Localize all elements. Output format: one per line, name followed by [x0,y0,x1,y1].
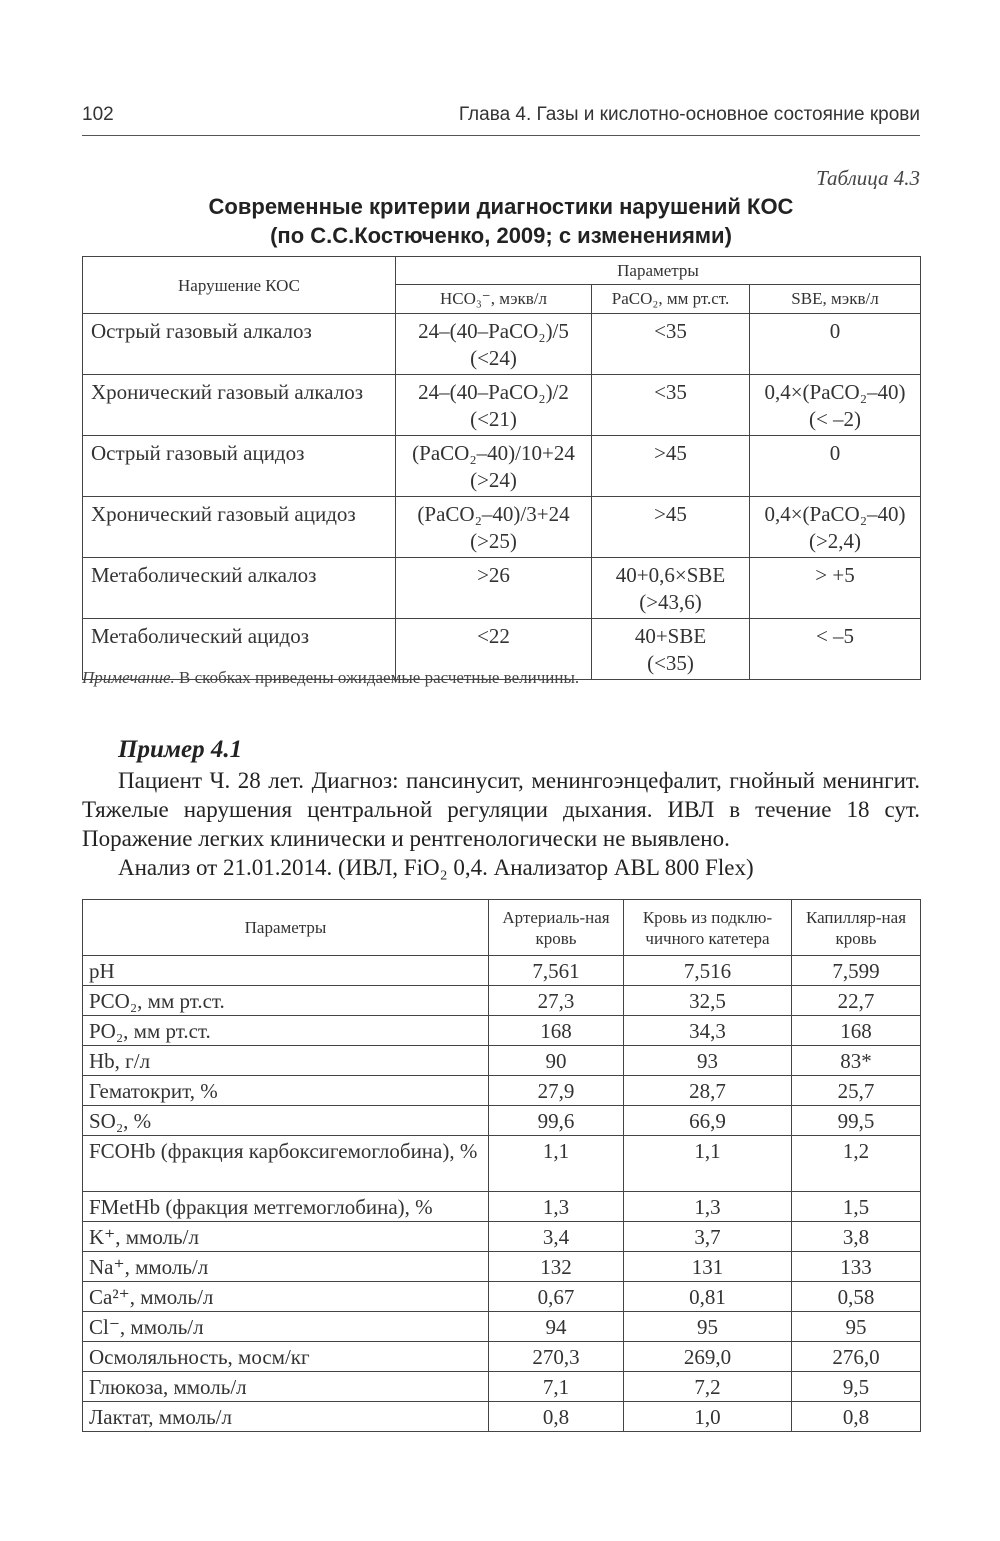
sbe-expected: (< –2) [808,407,862,431]
hco3-cell [396,436,592,497]
header-catheter: Кровь из подклю-чичного катетера [624,900,792,956]
example-paragraph: Пациент Ч. 28 лет. Диагноз: пансинусит, менингоэнцефалит, гнойный менингит. Тяжелые нарушения центральной регуляции дыхания. ИВЛ в течение 18 сут. Поражение легких клинически и рентгенологически не выявлено. [82,768,920,851]
table-title [82,192,920,250]
criteria-table [82,256,921,680]
paco2-cell [592,314,750,375]
sbe-expected: (>2,4) [808,529,862,553]
header-capillary: Капилляр-ная кровь [792,900,921,956]
table-label: Таблица 4.3 [816,166,920,190]
paco2-formula: 40+0,6×SBE [615,563,726,587]
parameter-name: Гематокрит, % [83,1076,489,1106]
catheter-value: 28,7 [624,1076,792,1106]
table-row [83,1342,921,1372]
table-row [83,1252,921,1282]
header-disorder: Нарушение КОС [83,257,396,314]
capillary-value: 1,2 [792,1136,921,1192]
table-row [83,1046,921,1076]
example-title: Пример 4.1 [118,736,243,763]
parameter-name: Hb, г/л [83,1046,489,1076]
table-row [83,436,921,497]
disorder-name: Острый газовый алкалоз [83,314,396,375]
catheter-value: 1,1 [624,1136,792,1192]
hco3-formula: <22 [477,624,510,648]
parameter-name: Лактат, ммоль/л [83,1402,489,1432]
disorder-name: Острый газовый ацидоз [83,436,396,497]
catheter-value: 3,7 [624,1222,792,1252]
arterial-value: 7,1 [489,1372,624,1402]
hco3-cell [396,497,592,558]
paco2-expected: (<35) [647,651,694,675]
sbe-formula: < –5 [815,624,855,648]
parameter-name: pH [83,956,489,986]
paco2-formula: <35 [654,319,687,343]
arterial-value: 270,3 [489,1342,624,1372]
parameter-name: FCOHb (фракция карбоксигемоглобина), % [83,1136,489,1192]
hco3-formula: >26 [477,563,510,587]
parameter-name: Осмоляльность, мосм/кг [83,1342,489,1372]
arterial-value: 168 [489,1016,624,1046]
parameter-name: PCO₂, мм рт.ст. [83,986,489,1016]
paco2-formula: >45 [654,502,687,526]
catheter-value: 0,81 [624,1282,792,1312]
arterial-value: 90 [489,1046,624,1076]
capillary-value: 25,7 [792,1076,921,1106]
table-row [83,1282,921,1312]
note-text: В скобках приведены ожидаемые расчетные величины. [179,668,580,687]
arterial-value: 3,4 [489,1222,624,1252]
parameter-name: Глюкоза, ммоль/л [83,1372,489,1402]
table-note [82,668,579,688]
arterial-value: 1,3 [489,1192,624,1222]
parameter-name: PO₂, мм рт.ст. [83,1016,489,1046]
hco3-formula: (PaCO₂–40)/3+24 [417,502,570,526]
hco3-expected: (<24) [470,346,517,370]
page-number: 102 [82,104,114,125]
blood-gas-table [82,899,921,1432]
catheter-value: 1,0 [624,1402,792,1432]
catheter-value: 93 [624,1046,792,1076]
analysis-caption: Анализ от 21.01.2014. (ИВЛ, FiO₂ 0,4. Анализатор ABL 800 Flex) [118,855,754,880]
capillary-value: 95 [792,1312,921,1342]
hco3-expected: (<21) [470,407,517,431]
arterial-value: 7,561 [489,956,624,986]
arterial-value: 94 [489,1312,624,1342]
sbe-cell [750,497,921,558]
table-title-line1: Современные критерии диагностики нарушений КОС [208,194,794,219]
header-hco3: HCO₃⁻, мэкв/л [396,285,592,314]
capillary-value: 3,8 [792,1222,921,1252]
table-row [83,1136,921,1192]
table-row [83,1016,921,1046]
example-text [82,766,920,882]
table-row [83,314,921,375]
table-row [83,986,921,1016]
catheter-value: 7,516 [624,956,792,986]
hco3-cell [396,558,592,619]
table-row [83,1106,921,1136]
table-row [83,1076,921,1106]
paco2-cell [592,619,750,680]
capillary-value: 168 [792,1016,921,1046]
catheter-value: 32,5 [624,986,792,1016]
hco3-expected: (>24) [470,468,517,492]
capillary-value: 7,599 [792,956,921,986]
header-parameters: Параметры [396,257,921,285]
disorder-name: Метаболический ацидоз [83,619,396,680]
capillary-value: 133 [792,1252,921,1282]
capillary-value: 1,5 [792,1192,921,1222]
parameter-name: Na⁺, ммоль/л [83,1252,489,1282]
paco2-cell [592,436,750,497]
hco3-formula: (PaCO₂–40)/10+24 [412,441,575,465]
table-title-line2: (по С.С.Костюченко, 2009; с изменениями) [270,223,732,248]
capillary-value: 276,0 [792,1342,921,1372]
sbe-cell [750,436,921,497]
catheter-value: 131 [624,1252,792,1282]
catheter-value: 34,3 [624,1016,792,1046]
capillary-value: 0,8 [792,1402,921,1432]
catheter-value: 66,9 [624,1106,792,1136]
table-row [83,1402,921,1432]
header-paco2: PaCO₂, мм рт.ст. [592,285,750,314]
arterial-value: 0,67 [489,1282,624,1312]
arterial-value: 1,1 [489,1136,624,1192]
paco2-formula: >45 [654,441,687,465]
capillary-value: 9,5 [792,1372,921,1402]
parameter-name: Cl⁻, ммоль/л [83,1312,489,1342]
parameter-name: FMetHb (фракция метгемоглобина), % [83,1192,489,1222]
arterial-value: 132 [489,1252,624,1282]
hco3-formula: 24–(40–PaCO₂)/2 [418,380,569,404]
catheter-value: 269,0 [624,1342,792,1372]
paco2-cell [592,558,750,619]
note-label: Примечание. [82,668,175,687]
paco2-expected: (>43,6) [639,590,702,614]
sbe-formula: 0,4×(PaCO₂–40) [764,502,906,526]
table-row [83,375,921,436]
hco3-cell [396,375,592,436]
sbe-formula: 0 [829,441,841,465]
running-header: Глава 4. Газы и кислотно-основное состояние крови [458,104,920,125]
sbe-formula: > +5 [815,563,855,587]
paco2-cell [592,375,750,436]
capillary-value: 22,7 [792,986,921,1016]
capillary-value: 83* [792,1046,921,1076]
sbe-cell [750,558,921,619]
sbe-formula: 0 [829,319,841,343]
header-arterial: Артериаль-ная кровь [489,900,624,956]
catheter-value: 1,3 [624,1192,792,1222]
table-row [83,558,921,619]
table-row [83,497,921,558]
parameter-name: SO₂, % [83,1106,489,1136]
disorder-name: Хронический газовый ацидоз [83,497,396,558]
sbe-cell [750,375,921,436]
capillary-value: 99,5 [792,1106,921,1136]
capillary-value: 0,58 [792,1282,921,1312]
table-row [83,956,921,986]
arterial-value: 27,9 [489,1076,624,1106]
table-row [83,1192,921,1222]
arterial-value: 27,3 [489,986,624,1016]
parameter-name: K⁺, ммоль/л [83,1222,489,1252]
sbe-cell [750,314,921,375]
paco2-formula: 40+SBE [634,624,707,648]
arterial-value: 0,8 [489,1402,624,1432]
hco3-expected: (>25) [470,529,517,553]
parameter-name: Ca²⁺, ммоль/л [83,1282,489,1312]
paco2-cell [592,497,750,558]
disorder-name: Метаболический алкалоз [83,558,396,619]
hco3-cell [396,314,592,375]
table-row [83,1222,921,1252]
sbe-cell [750,619,921,680]
arterial-value: 99,6 [489,1106,624,1136]
hco3-formula: 24–(40–PaCO₂)/5 [418,319,569,343]
catheter-value: 7,2 [624,1372,792,1402]
header-sbe: SBE, мэкв/л [750,285,921,314]
table-row [83,1372,921,1402]
disorder-name: Хронический газовый алкалоз [83,375,396,436]
catheter-value: 95 [624,1312,792,1342]
sbe-formula: 0,4×(PaCO₂–40) [764,380,906,404]
header-rule [82,135,920,136]
header-parameters: Параметры [83,900,489,956]
table-row [83,1312,921,1342]
paco2-formula: <35 [654,380,687,404]
